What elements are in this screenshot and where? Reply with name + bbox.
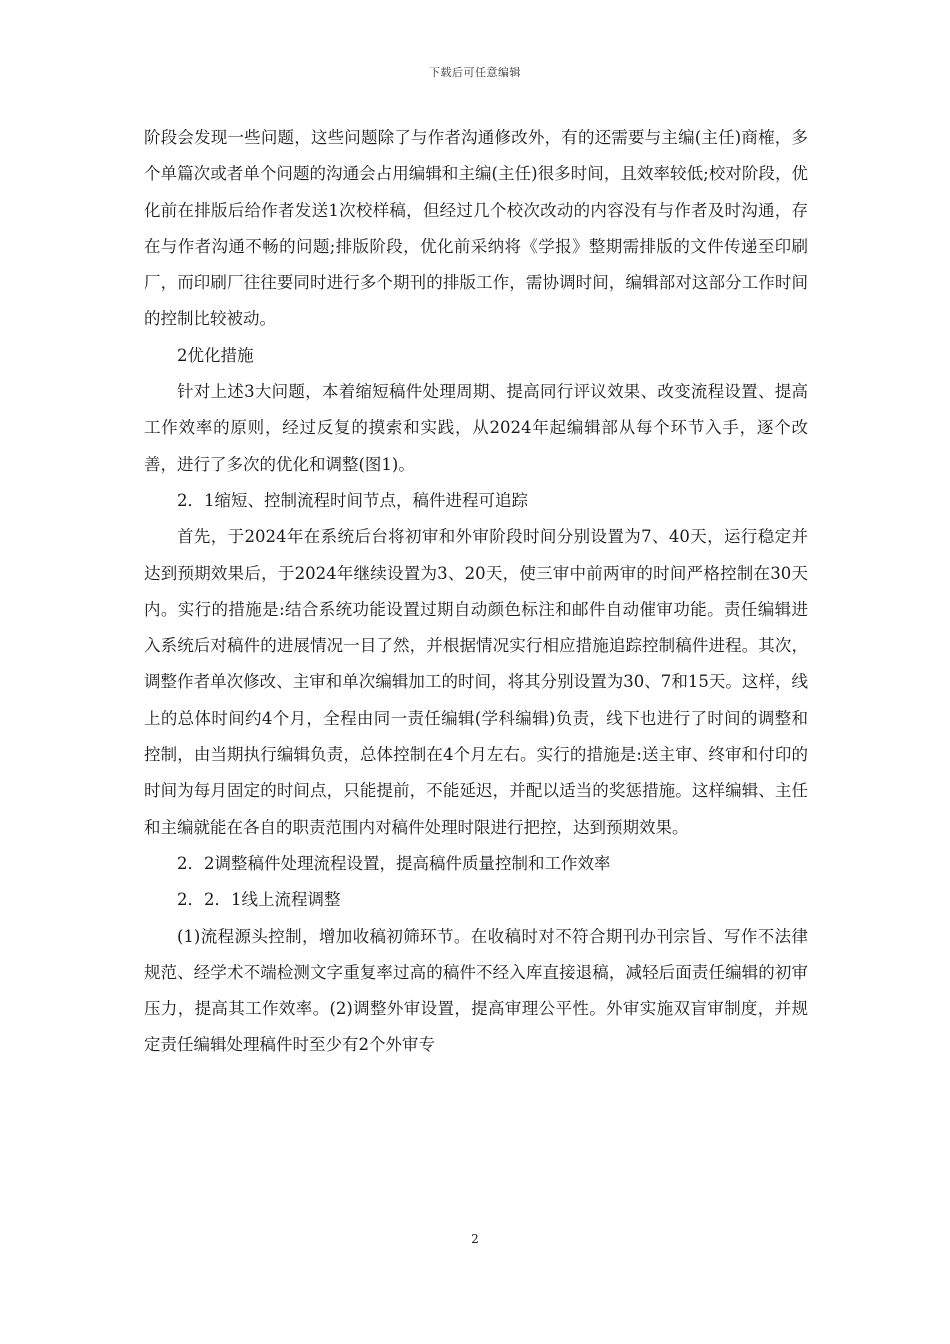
document-body [144,120,808,1064]
section-heading-2-2: 2．2调整稿件处理流程设置，提高稿件质量控制和工作效率 [177,853,611,873]
page-number: 2 [471,1232,479,1246]
section-heading-2-1: 2．1缩短、控制流程时间节点，稿件进程可追踪 [177,490,528,510]
section-heading-2-2-1: 2．2．1线上流程调整 [177,890,341,910]
paragraph-1: 阶段会发现一些问题，这些问题除了与作者沟通修改外，有的还需要与主编(主任)商榷，多个单篇次或者单个问题的沟通会占用编辑和主编(主任)很多时间，且效率较低;校对阶段，优化前在排版后给作者发送1次校样稿，但经过几个校次改动的内容没有与作者及时沟通，存在与作者沟通不畅的问题;排版阶段，优化前采纳将《学报》整期需排版的文件传递至印刷厂，而印刷厂往往要同时进行多个期刊的排版工作，需协调时间，编辑部对这部分工作时间的控制比较被动。 [144,128,808,329]
section-heading-2: 2优化措施 [177,345,254,365]
paragraph-3: 首先，于2024年在系统后台将初审和外审阶段时间分别设置为7、40天，运行稳定并达到预期效果后，于2024年继续设置为3、20天，使三审中前两审的时间严格控制在30天内。实行的措施是:结合系统功能设置过期自动颜色标注和邮件自动催审功能。责任编辑进入系统后对稿件的进展情况一目了然，并根据情况实行相应措施追踪控制稿件进程。其次，调整作者单次修改、主审和单次编辑加工的时间，将其分别设置为30、7和15天。这样，线上的总体时间约4个月，全程由同一责任编辑(学科编辑)负责，线下也进行了时间的调整和控制，由当期执行编辑负责，总体控制在4个月左右。实行的措施是:送主审、终审和付印的时间为每月固定的时间点，只能提前，不能延迟，并配以适当的奖惩措施。这样编辑、主任和主编就能在各自的职责范围内对稿件处理时限进行把控，达到预期效果。 [144,527,808,837]
paragraph-4: (1)流程源头控制，增加收稿初筛环节。在收稿时对不符合期刊办刊宗旨、写作不法律规范、经学术不端检测文字重复率过高的稿件不经入库直接退稿，减轻后面责任编辑的初审压力，提高其工作效率。(2)调整外审设置，提高审理公平性。外审实施双盲审制度，并规定责任编辑处理稿件时至少有2个外审专 [144,926,808,1055]
page-header: 下载后可任意编辑 [429,66,521,79]
paragraph-2: 针对上述3大问题，本着缩短稿件处理周期、提高同行评议效果、改变流程设置、提高工作效率的原则，经过反复的摸索和实践，从2024年起编辑部从每个环节入手，逐个改善，进行了多次的优化和调整(图1)。 [144,382,808,474]
